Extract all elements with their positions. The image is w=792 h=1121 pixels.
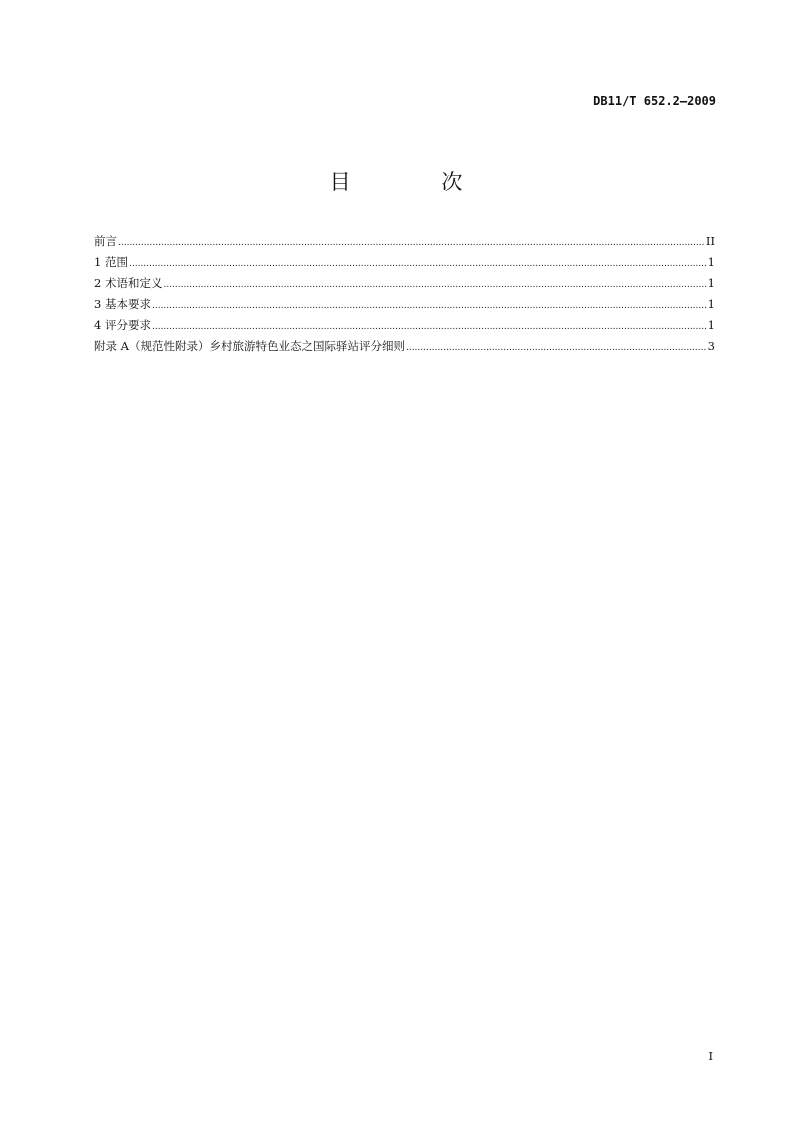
toc-entry-terms[interactable] bbox=[94, 276, 715, 297]
toc-entry-appendix-a[interactable] bbox=[94, 339, 715, 360]
toc-entry-page: 3 bbox=[707, 339, 715, 353]
toc-entry-label: 1 范围 bbox=[94, 255, 128, 269]
toc-entry-label: 前言 bbox=[94, 234, 117, 248]
toc-entry-scoring-requirements[interactable] bbox=[94, 318, 715, 339]
toc-entry-page: 1 bbox=[707, 255, 715, 269]
toc-entry-label: 附录 A（规范性附录）乡村旅游特色业态之国际驿站评分细则 bbox=[94, 339, 405, 353]
table-of-contents bbox=[94, 234, 715, 360]
toc-entry-page: 1 bbox=[707, 276, 715, 290]
document-code: DB11/T 652.2—2009 bbox=[593, 94, 716, 108]
toc-dot-leader bbox=[406, 341, 707, 355]
toc-entry-foreword[interactable] bbox=[94, 234, 715, 255]
toc-entry-label: 3 基本要求 bbox=[94, 297, 151, 311]
toc-entry-basic-requirements[interactable] bbox=[94, 297, 715, 318]
toc-dot-leader bbox=[129, 257, 707, 271]
toc-title: 目 次 bbox=[329, 170, 505, 194]
page-number: I bbox=[708, 1049, 713, 1063]
toc-dot-leader bbox=[163, 278, 706, 292]
toc-dot-leader bbox=[152, 320, 707, 334]
toc-entry-page: II bbox=[705, 234, 715, 248]
toc-entry-label: 2 术语和定义 bbox=[94, 276, 163, 290]
toc-entry-label: 4 评分要求 bbox=[94, 318, 151, 332]
toc-entry-page: 1 bbox=[707, 318, 715, 332]
toc-dot-leader bbox=[118, 236, 705, 250]
toc-entry-page: 1 bbox=[707, 297, 715, 311]
toc-dot-leader bbox=[152, 299, 707, 313]
toc-entry-scope[interactable] bbox=[94, 255, 715, 276]
